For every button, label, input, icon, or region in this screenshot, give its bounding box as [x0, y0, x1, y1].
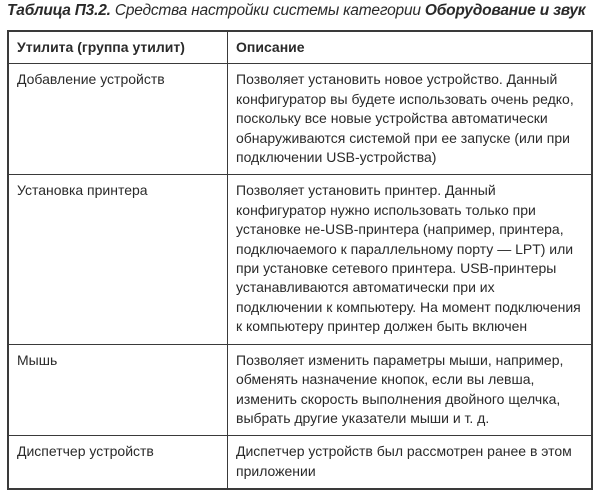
description-cell: Диспетчер устройств был рассмотрен ранее в этом приложении: [228, 436, 593, 489]
caption-text: Средства настройки системы категории: [110, 2, 425, 19]
utility-cell: Диспетчер устройств: [8, 436, 228, 489]
utility-cell: Мышь: [8, 344, 228, 436]
caption-label: Таблица П3.2.: [7, 2, 111, 19]
table-header-row: [8, 31, 592, 64]
description-cell: Позволяет установить принтер. Данный конфигуратор нужно использовать только при установке не-USB-принтера (например, принтера, подключаемого к параллельному порту — LPT) или при установке сетевого принтера. USB-принтеры устанавливаются автоматически при их подключении к компьютеру. На момент подключения к компьютеру принтер должен быть включен: [228, 175, 593, 344]
table-row: [8, 344, 592, 436]
settings-table: [7, 30, 593, 490]
header-utility: Утилита (группа утилит): [8, 31, 228, 64]
description-cell: Позволяет изменить параметры мыши, например, обменять назначение кнопок, если вы левша, изменить скорость выполнения двойного щелчка, выбрать другие указатели мыши и т. д.: [228, 344, 593, 436]
table-row: [8, 436, 592, 489]
table-row: [8, 64, 592, 175]
description-cell: Позволяет установить новое устройство. Данный конфигуратор вы будете использовать очень редко, поскольку все новые устройства автоматически обнаруживаются системой при ее запуске (или при подключении USB-устройства): [228, 64, 593, 175]
caption-category: Оборудование и звук: [424, 2, 586, 19]
table-caption: [7, 2, 585, 20]
utility-cell: Добавление устройств: [8, 64, 228, 175]
header-description: Описание: [228, 31, 593, 64]
utility-cell: Установка принтера: [8, 175, 228, 344]
table-row: [8, 175, 592, 344]
